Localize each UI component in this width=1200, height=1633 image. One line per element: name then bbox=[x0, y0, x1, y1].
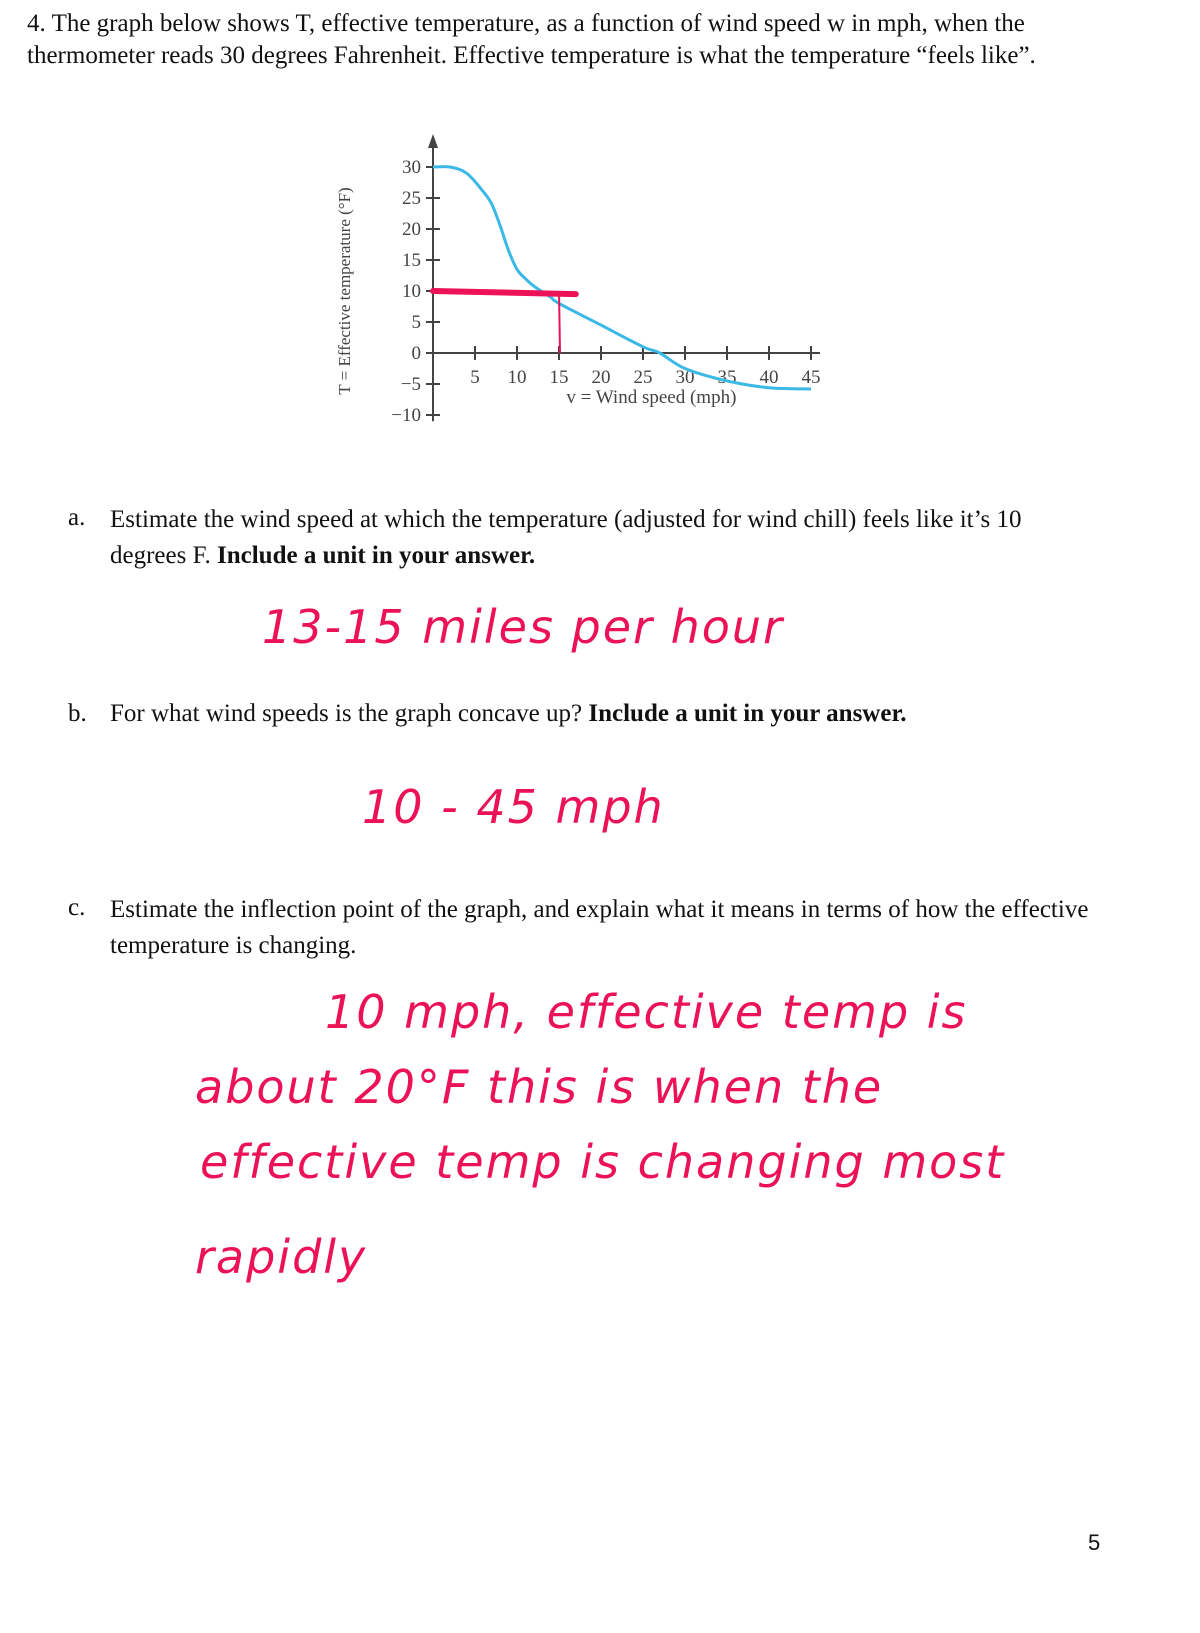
x-tick-label: 15 bbox=[549, 367, 569, 388]
page-number: 5 bbox=[1088, 1530, 1101, 1555]
part-a-text: Estimate the wind speed at which the temperature (adjusted for wind chill) feels like it’s 10 degrees F. bbox=[110, 506, 1022, 569]
x-tick-label: 35 bbox=[717, 367, 737, 388]
x-tick-label: 30 bbox=[675, 367, 695, 388]
hand-drawn-horizontal-line bbox=[433, 291, 576, 294]
y-tick-label: −5 bbox=[400, 374, 421, 395]
question-intro bbox=[27, 8, 1107, 72]
temperature-curve bbox=[433, 167, 811, 389]
y-tick-label: 25 bbox=[402, 188, 421, 209]
x-tick-label: 25 bbox=[633, 367, 653, 388]
y-tick-label: 15 bbox=[402, 250, 421, 271]
x-axis-label: v = Wind speed (mph) bbox=[566, 387, 737, 408]
x-tick-label: 20 bbox=[591, 367, 611, 388]
part-a-letter: a. bbox=[68, 504, 86, 531]
part-b-text: For what wind speeds is the graph concave up? bbox=[110, 700, 589, 727]
question-text: The graph below shows T, effective temperature, as a function of wind speed w in mph, when the thermometer reads 30 degrees Fahrenheit. Effective temperature is what the temperature “feels like”. bbox=[27, 10, 1036, 69]
y-tick-label: 10 bbox=[402, 281, 421, 302]
x-tick-label: 45 bbox=[801, 367, 820, 388]
part-a-question bbox=[110, 502, 1100, 574]
x-tick-label: 10 bbox=[507, 367, 527, 388]
part-c-answer-line: rapidly bbox=[195, 1230, 368, 1284]
part-b-question bbox=[110, 698, 1100, 730]
y-tick-label: 20 bbox=[402, 219, 421, 240]
part-c-answer-line: about 20°F this is when the bbox=[195, 1060, 884, 1114]
part-c-question: Estimate the inflection point of the graph, and explain what it means in terms of how the effective temperature is changing. bbox=[110, 896, 1089, 959]
wind-chill-chart bbox=[320, 130, 820, 430]
part-b-answer: 10 - 45 mph bbox=[362, 780, 665, 834]
part-b-letter: b. bbox=[68, 700, 87, 727]
y-axis-label: T = Effective temperature (°F) bbox=[335, 187, 354, 395]
hand-drawn-vertical-line bbox=[559, 291, 560, 353]
y-tick-label: −10 bbox=[391, 405, 421, 426]
part-c-letter: c. bbox=[68, 894, 86, 921]
y-axis-arrow bbox=[428, 134, 438, 148]
x-tick-label: 5 bbox=[470, 367, 480, 388]
part-a-answer: 13-15 miles per hour bbox=[262, 600, 784, 654]
part-c-answer-line: 10 mph, effective temp is bbox=[325, 985, 968, 1039]
part-c-answer-line: effective temp is changing most bbox=[200, 1135, 1006, 1189]
question-number: 4. bbox=[27, 10, 46, 37]
y-tick-label: 5 bbox=[411, 312, 421, 333]
part-b-bold: Include a unit in your answer. bbox=[588, 700, 907, 727]
y-tick-label: 30 bbox=[402, 157, 421, 178]
part-a-bold: Include a unit in your answer. bbox=[217, 542, 536, 569]
y-tick-label: 0 bbox=[411, 343, 421, 364]
x-tick-label: 40 bbox=[759, 367, 779, 388]
